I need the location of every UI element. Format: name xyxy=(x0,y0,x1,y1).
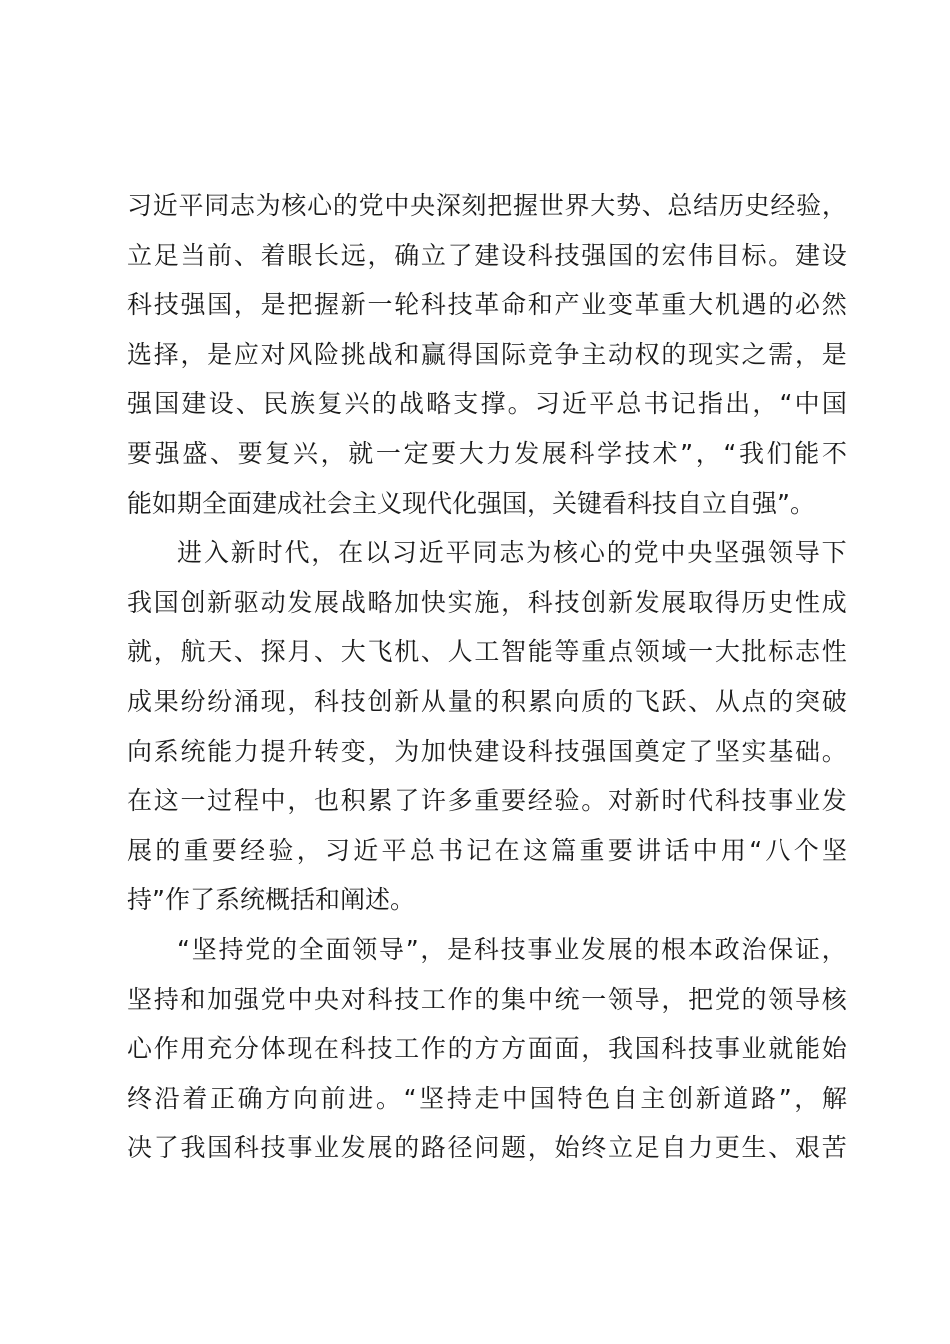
text-line: 立 足 当 前 、 着 眼 长 远 ， 确 立 了 建 设 科 技 强 国 的 宏 伟 目 标 。 建 设 xyxy=(127,240,847,270)
body-text xyxy=(127,181,847,1173)
text-line: 进 入 新 时 代 ， 在 以 习 近 平 同 志 为 核 心 的 党 中 央 坚 强 领 导 下 xyxy=(177,538,847,568)
text-line: 要 强 盛 、 要 复 兴 ， 就 一 定 要 大 力 发 展 科 学 技 术 ” ， “ 我 们 能 不 xyxy=(127,438,847,468)
text-line: 习 近 平 同 志 为 核 心 的 党 中 央 深 刻 把 握 世 界 大 势 、 总 结 历 史 经 验 ， xyxy=(127,191,847,220)
text-line: 能如期全面建成社会主义现代化强国，关键看科技自立自强”。 xyxy=(127,488,815,518)
text-line: 选 择 ， 是 应 对 风 险 挑 战 和 赢 得 国 际 竞 争 主 动 权 的 现 实 之 需 ， 是 xyxy=(127,339,847,369)
text-line: 向 系 统 能 力 提 升 转 变 ， 为 加 快 建 设 科 技 强 国 奠 定 了 坚 实 基 础 。 xyxy=(127,736,847,766)
text-line: 就 ， 航 天 、 探 月 、 大 飞 机 、 人 工 智 能 等 重 点 领 域 一 大 批 标 志 性 xyxy=(127,637,847,667)
text-line: 心 作 用 充 分 体 现 在 科 技 工 作 的 方 方 面 面 ， 我 国 科 技 事 业 就 能 始 xyxy=(127,1034,847,1064)
text-line: “ 坚 持 党 的 全 面 领 导 ” ， 是 科 技 事 业 发 展 的 根 本 政 治 保 证 ， xyxy=(177,934,847,964)
text-line: 强 国 建 设 、 民 族 复 兴 的 战 略 支 撑 。 习 近 平 总 书 记 指 出 ， “ 中 国 xyxy=(127,389,847,419)
text-line: 终 沿 着 正 确 方 向 前 进 。 “ 坚 持 走 中 国 特 色 自 主 创 新 道 路 ” ， 解 xyxy=(127,1083,847,1113)
text-line: 我 国 创 新 驱 动 发 展 战 略 加 快 实 施 ， 科 技 创 新 发 展 取 得 历 史 性 成 xyxy=(127,587,847,617)
text-line: 科 技 强 国 ， 是 把 握 新 一 轮 科 技 革 命 和 产 业 变 革 重 大 机 遇 的 必 然 xyxy=(127,290,847,320)
text-line: 展 的 重 要 经 验 ， 习 近 平 总 书 记 在 这 篇 重 要 讲 话 中 用 “ 八 个 坚 xyxy=(127,835,847,865)
text-line: 在 这 一 过 程 中 ， 也 积 累 了 许 多 重 要 经 验 。 对 新 时 代 科 技 事 业 发 xyxy=(127,786,847,816)
text-line: 决 了 我 国 科 技 事 业 发 展 的 路 径 问 题 ， 始 终 立 足 自 力 更 生 、 艰 苦 xyxy=(127,1133,847,1163)
text-line: 坚 持 和 加 强 党 中 央 对 科 技 工 作 的 集 中 统 一 领 导 ， 把 党 的 领 导 核 xyxy=(127,984,847,1014)
text-line: 持”作了系统概括和阐述。 xyxy=(127,885,415,915)
text-line: 成 果 纷 纷 涌 现 ， 科 技 创 新 从 量 的 积 累 向 质 的 飞 跃 、 从 点 的 突 破 xyxy=(127,686,847,716)
